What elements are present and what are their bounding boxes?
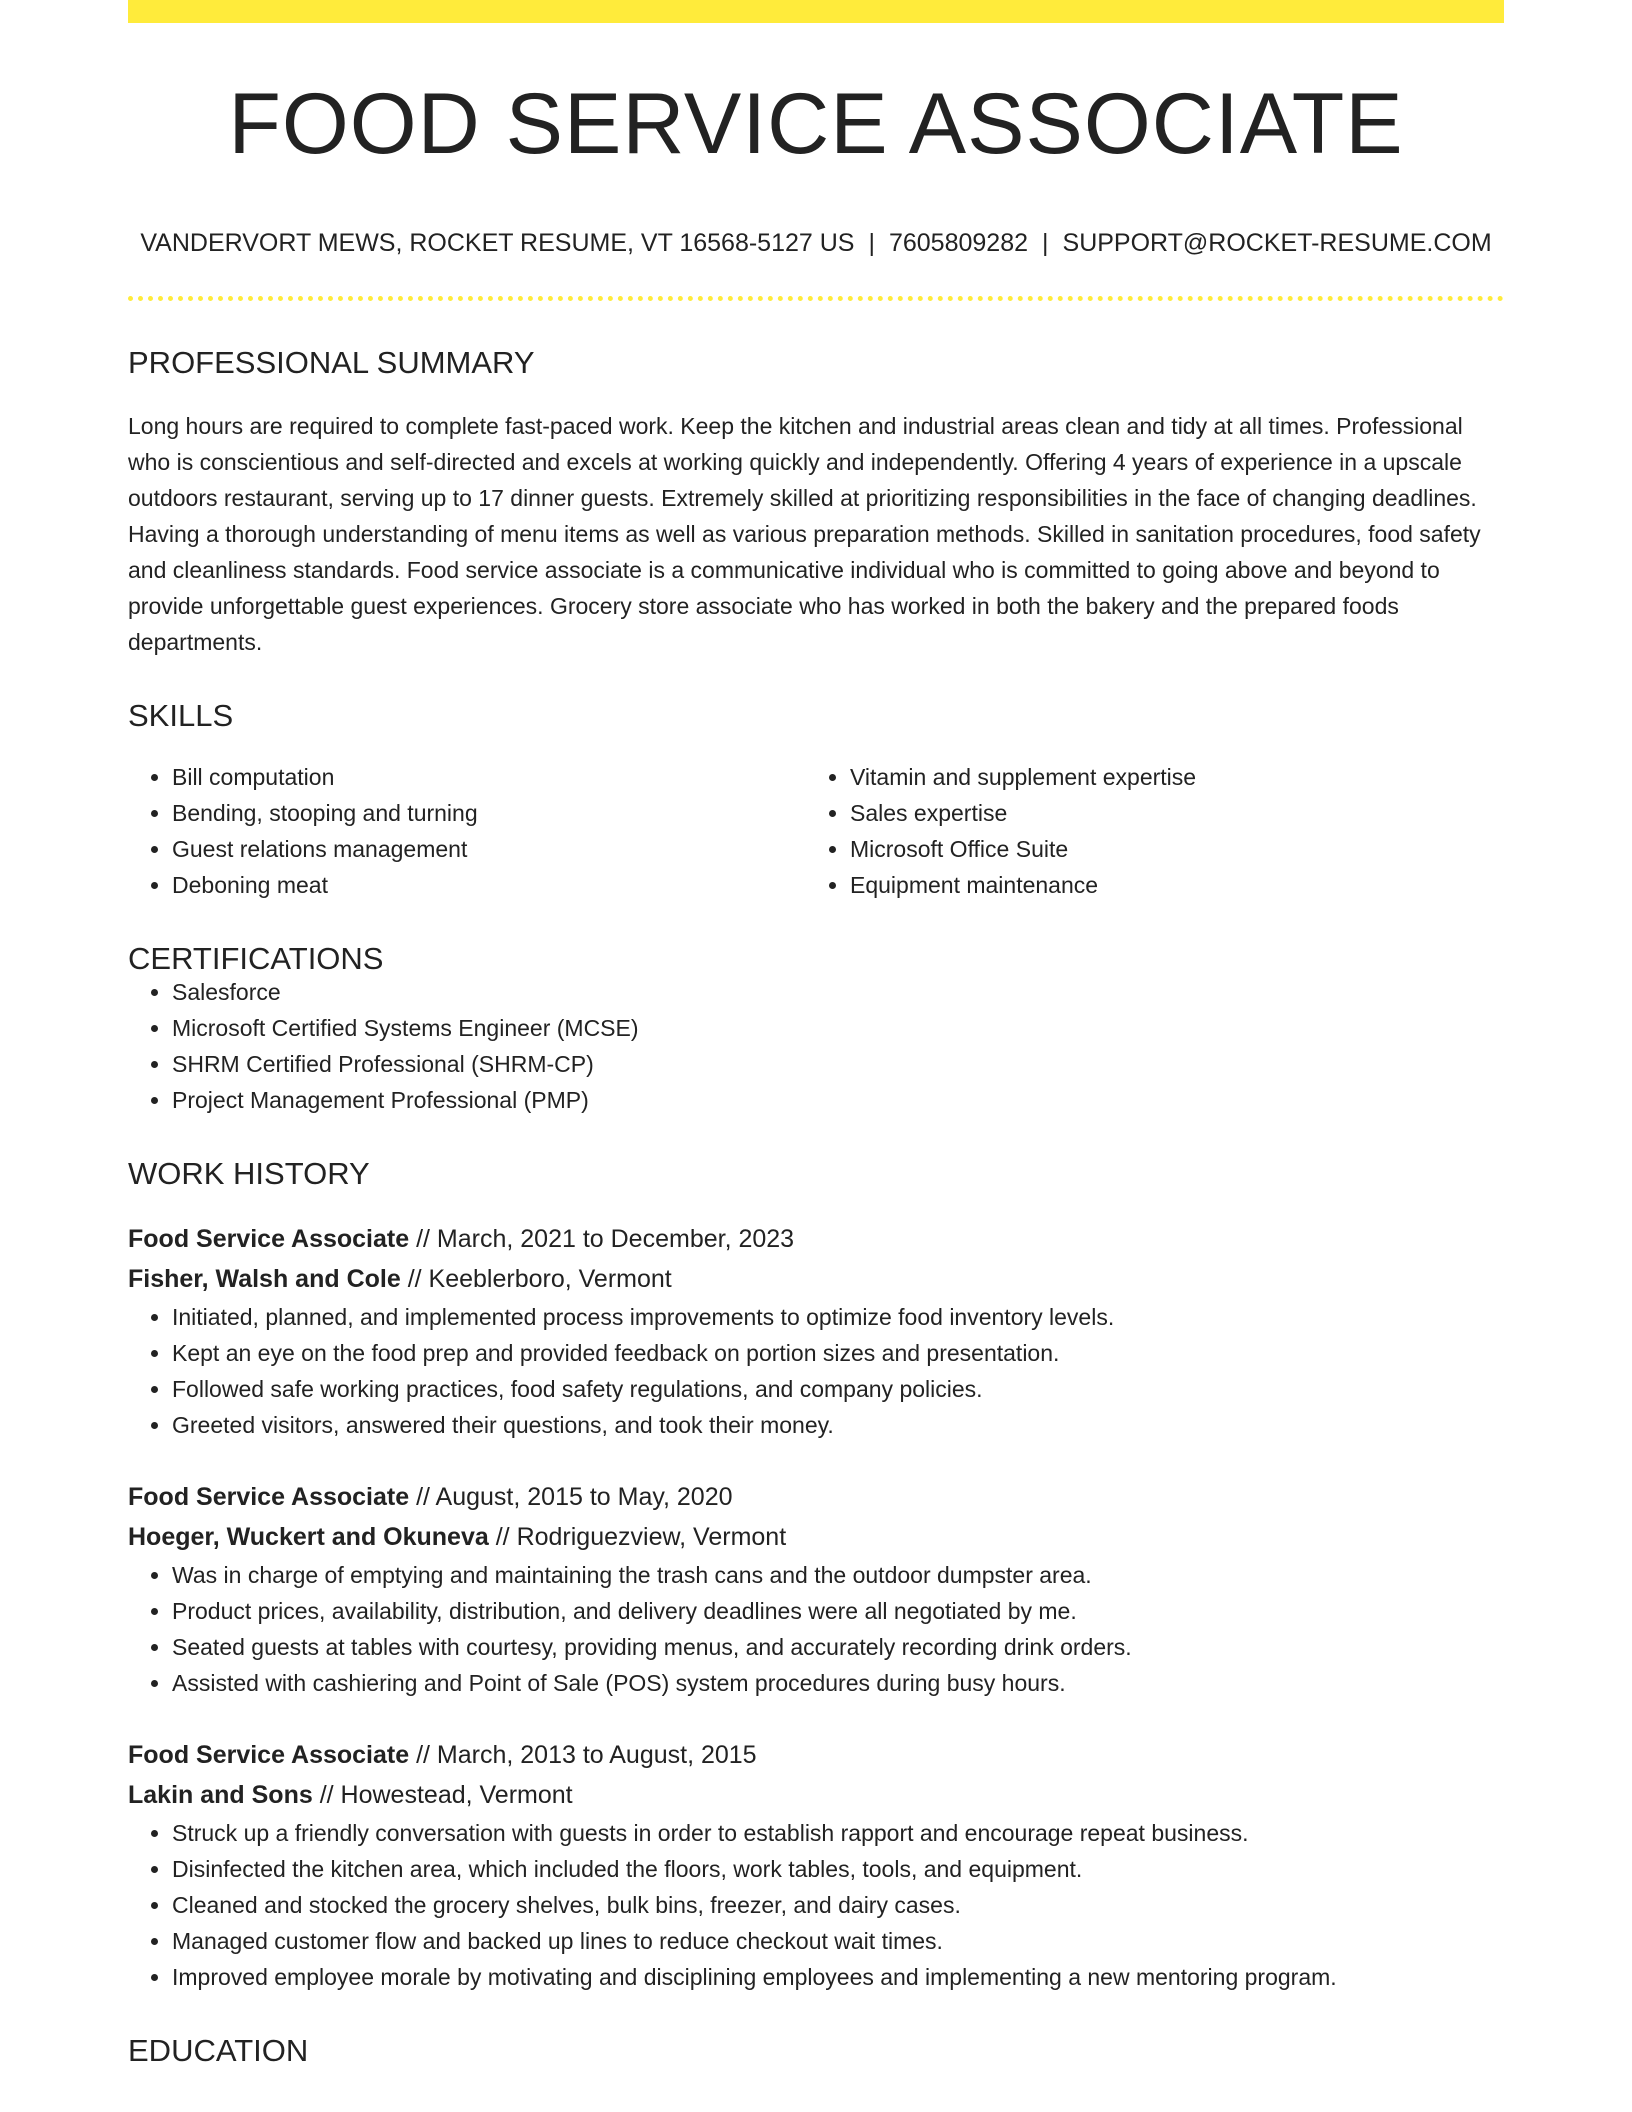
job-role-line bbox=[128, 1735, 1504, 1775]
section-title-skills: SKILLS bbox=[128, 698, 234, 733]
job-entry bbox=[128, 1477, 1504, 1701]
job-location: // Rodriguezview, Vermont bbox=[488, 1523, 787, 1551]
certification-item: • SHRM Certified Professional (SHRM-CP) bbox=[172, 1046, 1504, 1082]
skill-item: • Deboning meat bbox=[172, 867, 806, 903]
job-location: // Keeblerboro, Vermont bbox=[400, 1265, 672, 1293]
job-company: Fisher, Walsh and Cole bbox=[128, 1265, 401, 1293]
skills-column-left bbox=[128, 759, 806, 903]
section-title-certifications: CERTIFICATIONS bbox=[128, 941, 384, 976]
job-duty: • Managed customer flow and backed up lines to reduce checkout wait times. bbox=[172, 1923, 1504, 1959]
job-duty: • Struck up a friendly conversation with guests in order to establish rapport and encourage repeat business. bbox=[172, 1815, 1504, 1851]
skills-list-left bbox=[128, 759, 806, 903]
contact-address: VANDERVORT MEWS, ROCKET RESUME, VT 16568-5127 US bbox=[140, 229, 855, 257]
job-dates: // March, 2021 to December, 2023 bbox=[409, 1225, 795, 1253]
skills-column-right bbox=[806, 759, 1484, 903]
certification-item: • Salesforce bbox=[172, 974, 1504, 1010]
contact-email: SUPPORT@ROCKET-RESUME.COM bbox=[1062, 229, 1492, 257]
job-company: Hoeger, Wuckert and Okuneva bbox=[128, 1523, 489, 1551]
skill-item: • Equipment maintenance bbox=[850, 867, 1484, 903]
contact-line bbox=[128, 231, 1504, 256]
job-duty: • Kept an eye on the food prep and provided feedback on portion sizes and presentation. bbox=[172, 1335, 1504, 1371]
job-company-line bbox=[128, 1259, 1504, 1299]
contact-separator: | bbox=[1042, 229, 1049, 257]
resume-page bbox=[128, 0, 1504, 2066]
job-duties-list bbox=[128, 1299, 1504, 1443]
job-company: Lakin and Sons bbox=[128, 1781, 313, 1809]
accent-bar bbox=[128, 0, 1504, 23]
job-duty: • Assisted with cashiering and Point of Sale (POS) system procedures during busy hours. bbox=[172, 1665, 1504, 1701]
job-duties-list bbox=[128, 1557, 1504, 1701]
job-duty: • Improved employee morale by motivating and disciplining employees and implementing a new mentoring program. bbox=[172, 1959, 1504, 1995]
contact-phone: 7605809282 bbox=[888, 229, 1029, 257]
job-dates: // August, 2015 to May, 2020 bbox=[409, 1483, 733, 1511]
skills-list-right bbox=[806, 759, 1484, 903]
certification-item: • Microsoft Certified Systems Engineer (MCSE) bbox=[172, 1010, 1504, 1046]
job-duty: • Greeted visitors, answered their questions, and took their money. bbox=[172, 1407, 1504, 1443]
job-location: // Howestead, Vermont bbox=[312, 1781, 573, 1809]
section-title-summary: PROFESSIONAL SUMMARY bbox=[128, 345, 535, 380]
contact-separator: | bbox=[868, 229, 875, 257]
job-duty: • Initiated, planned, and implemented process improvements to optimize food inventory levels. bbox=[172, 1299, 1504, 1335]
job-duty: • Product prices, availability, distribution, and delivery deadlines were all negotiated by me. bbox=[172, 1593, 1504, 1629]
job-entry bbox=[128, 1219, 1504, 1443]
skills-grid bbox=[128, 759, 1504, 903]
section-title-work-history: WORK HISTORY bbox=[128, 1156, 370, 1191]
job-duty: • Followed safe working practices, food safety regulations, and company policies. bbox=[172, 1371, 1504, 1407]
job-entry bbox=[128, 1735, 1504, 1995]
certifications-list bbox=[128, 974, 1504, 1118]
job-company-line bbox=[128, 1775, 1504, 1815]
job-duty: • Was in charge of emptying and maintaining the trash cans and the outdoor dumpster area. bbox=[172, 1557, 1504, 1593]
summary-text: Long hours are required to complete fast-paced work. Keep the kitchen and industrial areas clean and tidy at all times. Professional who is conscientious and self-directed and excels at working quickly and independently. Offering 4 years of experience in a upscale outdoors restaurant, serving up to 17 dinner guests. Extremely skilled at prioritizing responsibilities in the face of changing deadlines. Having a thorough understanding of menu items as well as various preparation methods. Skilled in sanitation procedures, food safety and cleanliness standards. Food service associate is a communicative individual who is committed to going above and beyond to provide unforgettable guest experiences. Grocery store associate who has worked in both the bakery and the prepared foods departments. bbox=[128, 413, 1481, 655]
job-duties-list bbox=[128, 1815, 1504, 1995]
job-role: Food Service Associate bbox=[128, 1483, 410, 1511]
job-duty: • Seated guests at tables with courtesy, providing menus, and accurately recording drink orders. bbox=[172, 1629, 1504, 1665]
skill-item: • Guest relations management bbox=[172, 831, 806, 867]
job-role-line bbox=[128, 1477, 1504, 1517]
job-duty: • Cleaned and stocked the grocery shelves, bulk bins, freezer, and dairy cases. bbox=[172, 1887, 1504, 1923]
skill-item: • Bill computation bbox=[172, 759, 806, 795]
dotted-divider bbox=[128, 296, 1504, 301]
job-role-line bbox=[128, 1219, 1504, 1259]
skill-item: • Microsoft Office Suite bbox=[850, 831, 1484, 867]
job-dates: // March, 2013 to August, 2015 bbox=[409, 1741, 757, 1769]
job-company-line bbox=[128, 1517, 1504, 1557]
job-duty: • Disinfected the kitchen area, which included the floors, work tables, tools, and equipment. bbox=[172, 1851, 1504, 1887]
section-title-education: EDUCATION bbox=[128, 2033, 309, 2068]
job-role: Food Service Associate bbox=[128, 1741, 410, 1769]
skill-item: • Bending, stooping and turning bbox=[172, 795, 806, 831]
skill-item: • Sales expertise bbox=[850, 795, 1484, 831]
certification-item: • Project Management Professional (PMP) bbox=[172, 1082, 1504, 1118]
candidate-name: FOOD SERVICE ASSOCIATE bbox=[228, 76, 1404, 172]
job-role: Food Service Associate bbox=[128, 1225, 410, 1253]
skill-item: • Vitamin and supplement expertise bbox=[850, 759, 1484, 795]
